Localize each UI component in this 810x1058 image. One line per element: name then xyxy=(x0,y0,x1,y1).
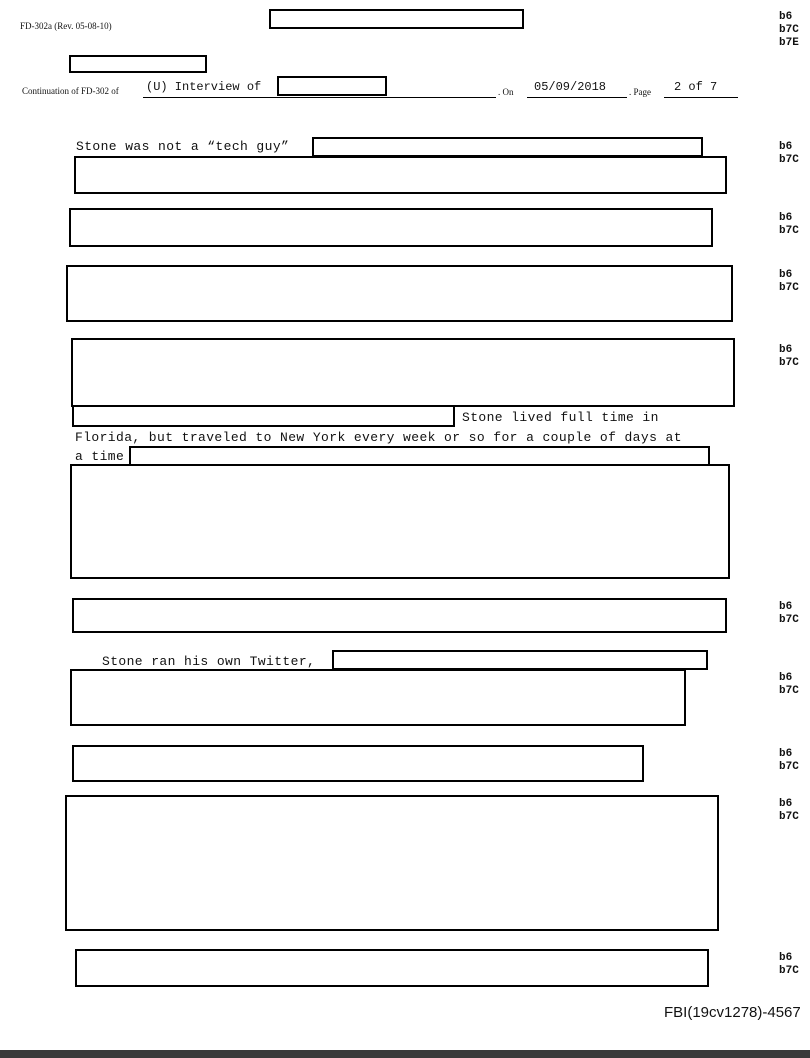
exemption-codes: b6 b7C xyxy=(779,601,799,626)
exemption-codes: b6 b7C xyxy=(779,672,799,697)
redaction-box xyxy=(129,446,710,466)
form-id: FD-302a (Rev. 05-08-10) xyxy=(20,21,112,31)
redaction-box xyxy=(312,137,703,157)
redaction-box xyxy=(269,9,524,29)
redaction-box xyxy=(332,650,708,670)
bottom-bar xyxy=(0,1050,810,1058)
redaction-box xyxy=(72,598,727,633)
redaction-box xyxy=(69,208,713,247)
exemption-codes: b6 b7C xyxy=(779,269,799,294)
exemption-codes: b6 b7C xyxy=(779,748,799,773)
page-label: . Page xyxy=(629,87,651,97)
exemption-codes: b6 b7C xyxy=(779,212,799,237)
exemption-codes: b6 b7C xyxy=(779,344,799,369)
body-line: Stone was not a “tech guy” xyxy=(76,139,290,154)
page-number: 2 of 7 xyxy=(674,80,718,94)
date-underline xyxy=(527,97,627,98)
redaction-box xyxy=(71,338,735,407)
on-label: . On xyxy=(498,87,514,97)
subject-text: (U) Interview of xyxy=(146,80,262,94)
page-underline xyxy=(664,97,738,98)
redaction-box xyxy=(72,745,644,782)
continuation-label: Continuation of FD-302 of xyxy=(22,86,119,96)
redaction-box xyxy=(72,405,455,427)
redaction-box xyxy=(70,464,730,579)
body-line: Stone lived full time in xyxy=(462,410,659,425)
redaction-box xyxy=(69,55,207,73)
exemption-codes: b6 b7C b7E xyxy=(779,11,799,49)
exemption-codes: b6 b7C xyxy=(779,952,799,977)
body-line: a time xyxy=(75,449,125,464)
redaction-box xyxy=(65,795,719,931)
subject-underline xyxy=(143,97,496,98)
redaction-box xyxy=(70,669,686,726)
redaction-box xyxy=(74,156,727,194)
exemption-codes: b6 b7C xyxy=(779,141,799,166)
bates-number: FBI(19cv1278)-4567 xyxy=(664,1004,801,1021)
body-line: Florida, but traveled to New York every week or so for a couple of days at xyxy=(75,430,682,445)
redaction-box xyxy=(66,265,733,322)
body-line: Stone ran his own Twitter, xyxy=(102,654,316,669)
redaction-box xyxy=(277,76,387,96)
redaction-box xyxy=(75,949,709,987)
interview-date: 05/09/2018 xyxy=(534,80,607,94)
exemption-codes: b6 b7C xyxy=(779,798,799,823)
